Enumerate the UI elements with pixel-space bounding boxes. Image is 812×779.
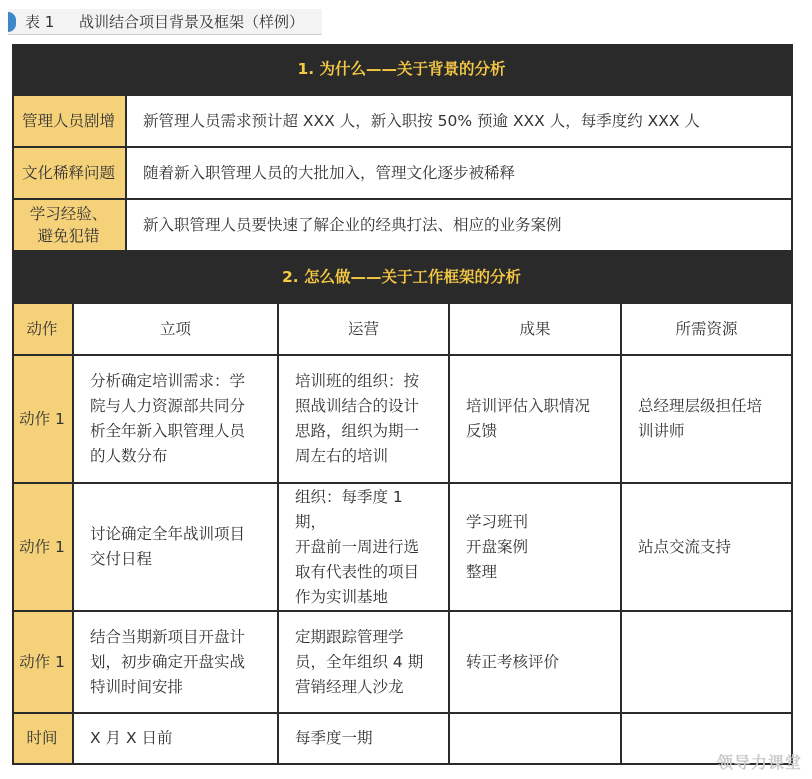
row1-yunying-line: 照战训结合的设计 xyxy=(295,397,420,415)
row3-lixiang-line: 特训时间安排 xyxy=(90,677,184,696)
framework-table xyxy=(12,44,793,765)
row1-yunying xyxy=(279,356,450,484)
row2-chengguo xyxy=(450,484,622,612)
row2-yunying xyxy=(279,484,450,612)
bg-text-1: 新管理人员需求预计超 XXX 人，新入职按 50% 预逾 XXX 人，每季度约 XXX 人 xyxy=(127,96,793,148)
caption-label: 表 1 xyxy=(25,13,55,31)
row2-yunying-line: 作为实训基地 xyxy=(295,587,389,606)
col-header-lixiang: 立项 xyxy=(74,304,279,356)
section1-header: 1. 为什么——关于背景的分析 xyxy=(12,44,793,96)
watermark: 领导力课堂 xyxy=(716,753,802,772)
row2-lixiang-line: 讨论确定全年战训项目 xyxy=(90,525,246,543)
row2-chengguo-line: 学习班刊 xyxy=(466,512,529,531)
bg-text-3: 新入职管理人员要快速了解企业的经典打法、相应的业务案例 xyxy=(127,200,793,252)
row2-lixiang xyxy=(74,484,279,612)
row1-lixiang-line: 分析确定培训需求：学 xyxy=(90,372,246,390)
bg-text-2: 随着新入职管理人员的大批加入，管理文化逐步被稀释 xyxy=(127,148,793,200)
table-caption xyxy=(8,9,322,35)
section2-header: 2. 怎么做——关于工作框架的分析 xyxy=(12,252,793,304)
row3-chengguo-line: 转正考核评价 xyxy=(466,652,560,671)
row2-ziyuan xyxy=(622,484,793,612)
row2-yunying-line: 开盘前一周进行选 xyxy=(295,537,420,556)
row3-yunying-line: 员，全年组织 4 期 xyxy=(295,652,424,671)
time-lixiang: X 月 X 日前 xyxy=(74,714,279,765)
row1-lixiang-line: 院与人力资源部共同分 xyxy=(90,397,246,415)
row-label-1: 动作 1 xyxy=(12,356,74,484)
time-yunying: 每季度一期 xyxy=(279,714,450,765)
row2-yunying-line: 组织：每季度 1 期， xyxy=(295,487,403,531)
caption-marker xyxy=(8,12,16,32)
row1-chengguo-line: 反馈 xyxy=(466,422,498,440)
row1-chengguo xyxy=(450,356,622,484)
row3-yunying xyxy=(279,612,450,714)
row3-lixiang-line: 结合当期新项目开盘计 xyxy=(90,627,246,646)
row1-lixiang xyxy=(74,356,279,484)
time-chengguo xyxy=(450,714,622,765)
row2-ziyuan-line: 站点交流支持 xyxy=(638,537,732,556)
col-header-chengguo: 成果 xyxy=(450,304,622,356)
row1-yunying-line: 培训班的组织：按 xyxy=(295,372,420,390)
col-header-ziyuan: 所需资源 xyxy=(622,304,793,356)
row1-yunying-line: 思路，组织为期一 xyxy=(295,422,420,440)
row-label-2: 动作 1 xyxy=(12,484,74,612)
row2-chengguo-line: 开盘案例 xyxy=(466,537,529,556)
row1-lixiang-line: 析全年新入职管理人员 xyxy=(90,422,246,440)
row3-yunying-line: 定期跟踪管理学 xyxy=(295,627,404,646)
row2-yunying-line: 取有代表性的项目 xyxy=(295,562,420,581)
row3-chengguo xyxy=(450,612,622,714)
col-header-action: 动作 xyxy=(12,304,74,356)
bg-label-3-line2: 避免犯错 xyxy=(37,227,100,245)
row3-lixiang-line: 划，初步确定开盘实战 xyxy=(90,652,246,671)
bg-label-1: 管理人员剧增 xyxy=(12,96,127,148)
row-label-3: 动作 1 xyxy=(12,612,74,714)
row1-yunying-line: 周左右的培训 xyxy=(295,447,389,465)
row3-ziyuan xyxy=(622,612,793,714)
row1-chengguo-line: 培训评估入职情况 xyxy=(466,397,591,415)
bg-label-3 xyxy=(12,200,127,252)
row1-lixiang-line: 的人数分布 xyxy=(90,447,168,465)
row1-ziyuan xyxy=(622,356,793,484)
caption-title: 战训结合项目背景及框架（样例） xyxy=(79,13,305,31)
row1-ziyuan-line: 总经理层级担任培 xyxy=(638,397,763,415)
col-header-yunying: 运营 xyxy=(279,304,450,356)
row2-chengguo-line: 整理 xyxy=(466,562,498,581)
row1-ziyuan-line: 训讲师 xyxy=(638,422,685,440)
row3-lixiang xyxy=(74,612,279,714)
row3-yunying-line: 营销经理人沙龙 xyxy=(295,677,404,696)
row2-lixiang-line: 交付日程 xyxy=(90,550,153,568)
bg-label-2: 文化稀释问题 xyxy=(12,148,127,200)
bg-label-3-line1: 学习经验、 xyxy=(29,205,108,223)
row-label-time: 时间 xyxy=(12,714,74,765)
